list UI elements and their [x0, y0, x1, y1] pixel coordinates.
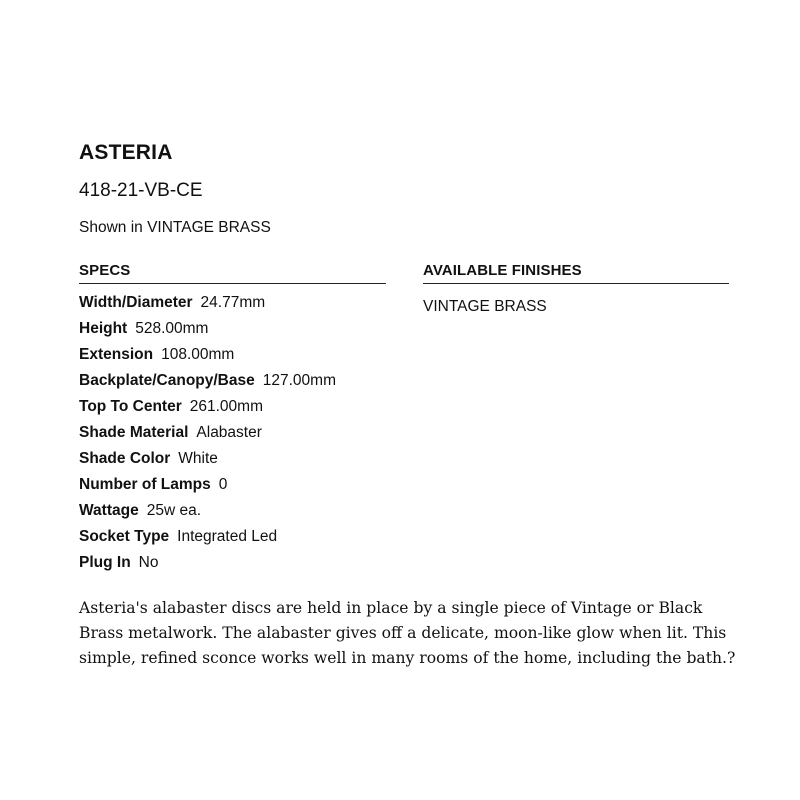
spec-value: Integrated Led [177, 528, 278, 545]
spec-row-wattage [79, 498, 386, 524]
spec-value: 0 [218, 476, 228, 493]
spec-label: Height [79, 320, 128, 337]
spec-label: Number of Lamps [79, 476, 211, 493]
spec-row-height [79, 316, 386, 342]
spec-row-extension [79, 342, 386, 368]
finish-item-vintage-brass: VINTAGE BRASS [423, 298, 547, 315]
spec-value: 528.00mm [135, 320, 209, 337]
spec-value: No [138, 554, 159, 571]
spec-value: White [178, 450, 218, 467]
spec-label: Extension [79, 346, 154, 363]
finishes-section [423, 262, 729, 320]
spec-value: 24.77mm [200, 294, 266, 311]
spec-row-backplate [79, 368, 386, 394]
spec-value: 127.00mm [262, 372, 336, 389]
specs-section [79, 262, 386, 576]
spec-row-number-of-lamps [79, 472, 386, 498]
spec-value: 25w ea. [146, 502, 202, 519]
spec-row-top-to-center [79, 394, 386, 420]
spec-row-plug-in [79, 550, 386, 576]
spec-label: Plug In [79, 554, 131, 571]
spec-label: Width/Diameter [79, 294, 193, 311]
spec-value: 261.00mm [189, 398, 263, 415]
product-title: ASTERIA [79, 141, 173, 164]
shown-in-finish: Shown in VINTAGE BRASS [79, 219, 271, 236]
product-description: Asteria's alabaster discs are held in place by a single piece of Vintage or Black Brass metalwork. The alabaster gives off a delicate, moon-like glow when lit. This simple, refined sconce works well in many rooms of the home, including the bath.? [79, 599, 736, 667]
spec-label: Shade Color [79, 450, 171, 467]
spec-value: Alabaster [196, 424, 262, 441]
spec-row-shade-color [79, 446, 386, 472]
spec-row-socket-type [79, 524, 386, 550]
product-sku: 418-21-VB-CE [79, 180, 203, 201]
spec-value: 108.00mm [161, 346, 235, 363]
spec-row-width-diameter [79, 290, 386, 316]
spec-label: Backplate/Canopy/Base [79, 372, 255, 389]
spec-label: Socket Type [79, 528, 170, 545]
spec-label: Shade Material [79, 424, 189, 441]
finishes-heading: AVAILABLE FINISHES [423, 262, 729, 284]
specs-list [79, 290, 386, 576]
spec-row-shade-material [79, 420, 386, 446]
specs-heading: SPECS [79, 262, 386, 284]
spec-label: Top To Center [79, 398, 182, 415]
spec-label: Wattage [79, 502, 139, 519]
